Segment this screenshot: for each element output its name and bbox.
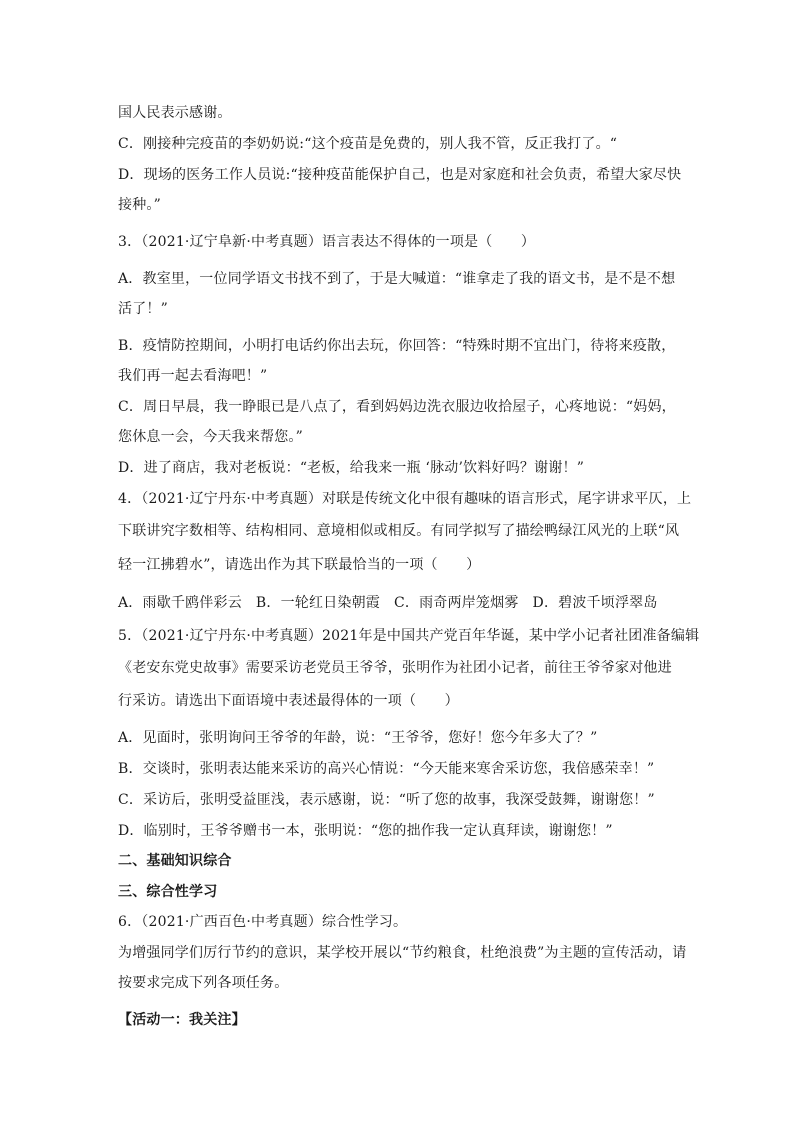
activity-heading: 【活动一：我关注】 <box>118 1012 246 1028</box>
option-c-q5: C．采访后，张明受益匪浅，表示感谢，说：“听了您的故事，我深受鼓舞，谢谢您！” <box>118 792 655 808</box>
question-3-stem: 3．（2021·辽宁阜新·中考真题）语言表达不得体的一项是（ ） <box>118 234 536 250</box>
question-4-options <box>118 594 658 612</box>
option-d-q4: D．碧波千顷浮翠岛 <box>532 595 658 611</box>
text-line: 为增强同学们厉行节约的意识，某学校开展以“节约粮食，杜绝浪费”为主题的宣传活动，请 <box>118 945 687 961</box>
question-4-stem: 4．（2021·辽宁丹东·中考真题）对联是传统文化中很有趣味的语言形式，尾字讲求平仄，上 <box>118 491 692 507</box>
section-heading-comprehensive-study: 三、综合性学习 <box>118 884 218 900</box>
text-line: 下联讲究字数相等、结构相同、意境相似或相反。有同学拟写了描绘鸭绿江风光的上联“风 <box>118 523 680 539</box>
text-line: 活了！” <box>118 301 168 317</box>
option-a-q5: A．见面时，张明询问王爷爷的年龄，说：“王爷爷，您好！您今年多大了？” <box>118 730 598 746</box>
text-line: 您休息一会，今天我来帮您。” <box>118 429 303 445</box>
text-line: 按要求完成下列各项任务。 <box>118 975 289 991</box>
text-line: 我们再一起去看海吧！” <box>118 368 268 384</box>
option-c-q3: C．周日早晨，我一睁眼已是八点了，看到妈妈边洗衣服边收拾屋子，心疼地说：“妈妈， <box>118 399 676 415</box>
question-6-stem: 6．（2021·广西百色·中考真题）综合性学习。 <box>118 914 408 930</box>
option-b-q4: B．一轮红日染朝霞 <box>255 595 381 611</box>
section-heading-basic-knowledge: 二、基础知识综合 <box>118 853 232 869</box>
option-c-q2: C．刚接种完疫苗的李奶奶说:“这个疫苗是免费的，别人我不管，反正我打了。“ <box>118 136 618 152</box>
option-b-q5: B．交谈时，张明表达能来采访的高兴心情说：“今天能来寒舍采访您，我倍感荣幸！” <box>118 761 655 777</box>
text-line: 国人民表示感谢。 <box>118 105 232 121</box>
option-a-q4: A．雨歇千鸥伴彩云 <box>118 595 242 611</box>
option-a-q3: A．教室里，一位同学语文书找不到了，于是大喊道：“谁拿走了我的语文书，是不是不想 <box>118 271 676 287</box>
option-c-q4: C．雨奇两岸笼烟雾 <box>394 595 519 611</box>
option-d-q2: D．现场的医务工作人员说:“接种疫苗能保护自己，也是对家庭和社会负责，希望大家尽快 <box>118 167 682 183</box>
text-line: 轻一江拂碧水”，请选出作为其下联最恰当的一项（ ） <box>118 557 481 573</box>
question-5-stem: 5．（2021·辽宁丹东·中考真题）2021年是中国共产党百年华诞，某中学小记者社团准备编辑 <box>118 628 700 644</box>
text-line: 《老安东党史故事》需要采访老党员王爷爷，张明作为社团小记者，前往王爷爷家对他进 <box>118 660 672 676</box>
text-line: 接种。” <box>118 197 161 213</box>
option-d-q5: D．临别时，王爷爷赠书一本，张明说：“您的拙作我一定认真拜读，谢谢您！” <box>118 823 613 839</box>
option-b-q3: B．疫情防控期间，小明打电话约你出去玩，你回答：“特殊时期不宜出门，待将来疫散， <box>118 338 676 354</box>
text-line: 行采访。请选出下面语境中表述最得体的一项（ ） <box>118 693 459 709</box>
option-d-q3: D．进了商店，我对老板说：“老板，给我来一瓶 ‘脉动’饮料好吗？谢谢！” <box>118 460 585 476</box>
